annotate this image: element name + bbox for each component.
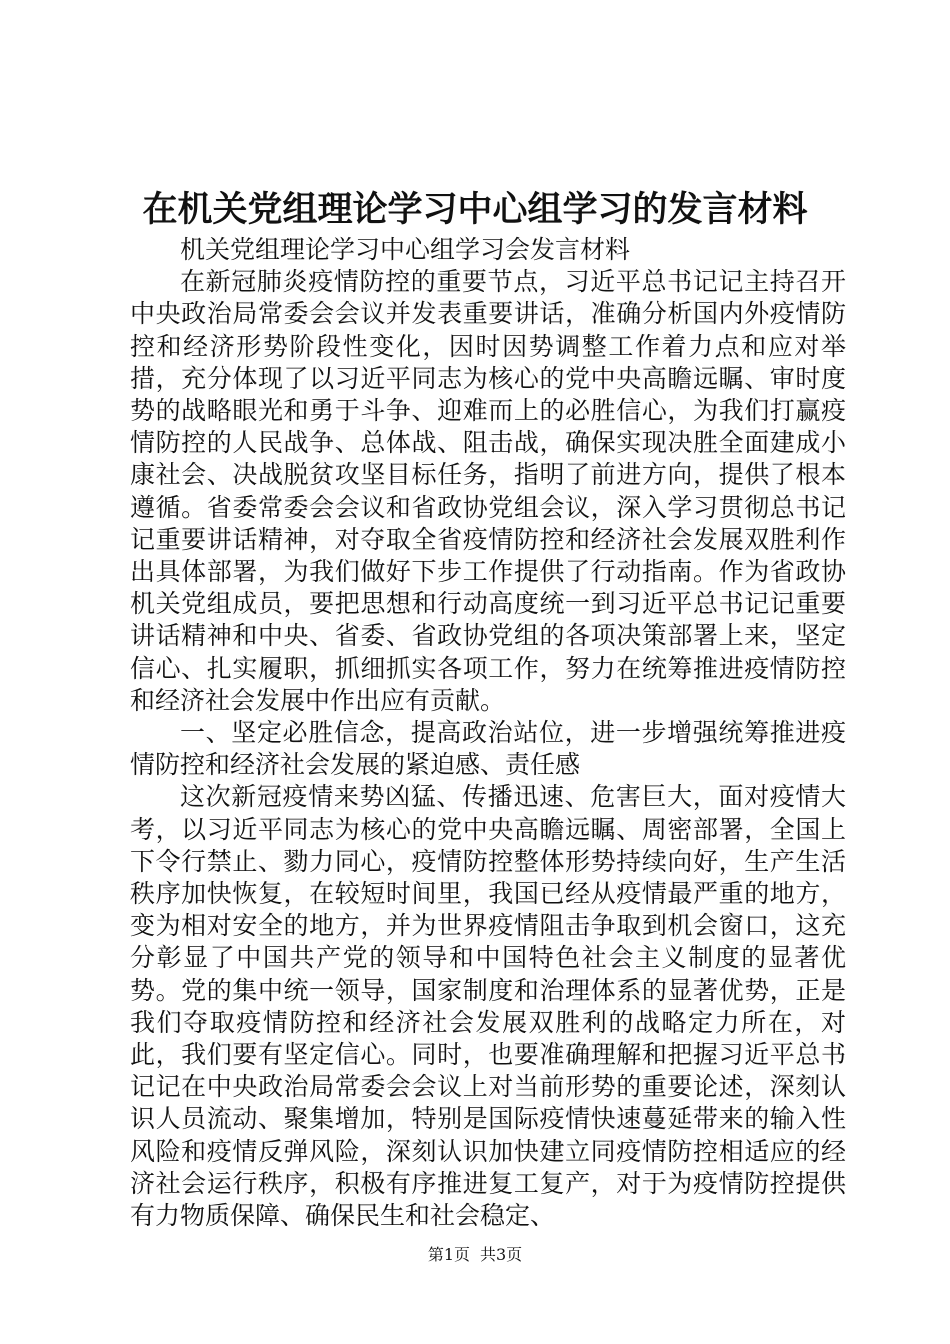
page-count: 共3页: [480, 1245, 523, 1264]
document-body: [130, 234, 846, 1232]
page-number: 第1页: [427, 1245, 470, 1264]
document-title: 在机关党组理论学习中心组学习的发言材料: [142, 189, 808, 230]
body-paragraph: 这次新冠疫情来势凶猛、传播迅速、危害巨大，面对疫情大考，以习近平同志为核心的党中央高瞻远瞩、周密部署，全国上下令行禁止、勠力同心，疫情防控整体形势持续向好，生产生活秩序加快恢复，在较短时间里，我国已经从疫情最严重的地方，变为相对安全的地方，并为世界疫情阻击争取到机会窗口，这充分彰显了中国共产党的领导和中国特色社会主义制度的显著优势。党的集中统一领导，国家制度和治理体系的显著优势，正是我们夺取疫情防控和经济社会发展双胜利的战略定力所在，对此，我们要有坚定信心。同时，也要准确理解和把握习近平总书记记在中央政治局常委会会议上对当前形势的重要论述，深刻认识人员流动、聚集增加，特别是国际疫情快速蔓延带来的输入性风险和疫情反弹风险，深刻认识加快建立同疫情防控相适应的经济社会运行秩序，积极有序推进复工复产，对于为疫情防控提供有力物质保障、确保民生和社会稳定、: [130, 782, 846, 1231]
body-paragraph: 在新冠肺炎疫情防控的重要节点，习近平总书记记主持召开中央政治局常委会会议并发表重要讲话，准确分析国内外疫情防控和经济形势阶段性变化，因时因势调整工作着力点和应对举措，充分体现了以习近平同志为核心的党中央高瞻远瞩、审时度势的战略眼光和勇于斗争、迎难而上的必胜信心，为我们打赢疫情防控的人民战争、总体战、阻击战，确保实现决胜全面建成小康社会、决战脱贫攻坚目标任务，指明了前进方向，提供了根本遵循。省委常委会会议和省政协党组会议，深入学习贯彻总书记记重要讲话精神，对夺取全省疫情防控和经济社会发展双胜利作出具体部署，为我们做好下步工作提供了行动指南。作为省政协机关党组成员，要把思想和行动高度统一到习近平总书记记重要讲话精神和中央、省委、省政协党组的各项决策部署上来，坚定信心、扎实履职，抓细抓实各项工作，努力在统筹推进疫情防控和经济社会发展中作出应有贡献。: [130, 267, 846, 715]
page-footer: [0, 1244, 950, 1266]
section-heading: 一、坚定必胜信念，提高政治站位，进一步增强统筹推进疫情防控和经济社会发展的紧迫感、责任感: [130, 718, 846, 780]
subtitle-paragraph: 机关党组理论学习中心组学习会发言材料: [180, 235, 631, 264]
